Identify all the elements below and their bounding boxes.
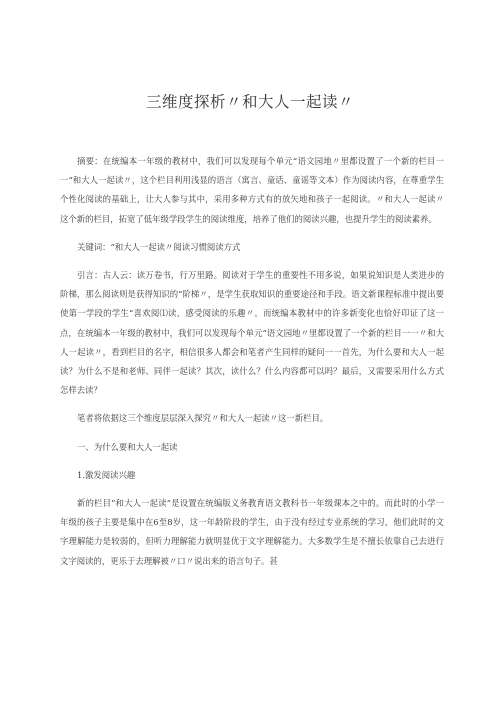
keywords-paragraph: 关键词：“和大人一起读〃阅读习惯阅读方式 xyxy=(77,241,241,252)
subsection-heading: 1.激发阅读兴趣 xyxy=(77,469,136,480)
abstract-paragraph: 摘要：在统编本一年级的教材中，我们可以发现每个单元“语文园地〃里都设置了一个新的栏目一一“和大人一起读〃，这个栏目利用浅显的语言（寓言、童话、童谣等文本）作为阅读内容，在尊重学生个性化阅读的基础上，让大人参与其中，采用多种方式有的放矢地和孩子一起阅读。〃和大人一起读〃这个新的栏目，拓宽了低年级学段学生的阅读维度，培养了他们的阅读兴趣，也提升学生的阅读素养。 xyxy=(60,156,444,224)
section-heading: 一、为什么要和大人一起读 xyxy=(77,441,178,452)
document-body xyxy=(60,152,444,571)
body-paragraph: 新的栏目”和大人一起读”是设置在统编版义务教育语文教科书一年级课本之中的。而此时的小学一年级的孩子主要是集中在6至8岁，这一年龄阶段的学生，由于没有经过专业系统的学习，他们此时的文字理解能力是较弱的，但听力理解能力就明显优于文字理解能力。大多数学生是不擅长依靠自己去进行文字阅读的，更乐于去理解被〃口〃说出来的语言句子。甚 xyxy=(60,498,444,566)
document-title: 三维度探析〃和大人一起读〃 xyxy=(145,93,354,111)
intro-paragraph: 引言：古人云：读万卷书，行万里路。阅读对于学生的重要性不用多说，如果说知识是人类进步的阶梯，那么阅读则是获得知识的“阶梯〃，是学生获取知识的重要途径和手段。语文新课程标准中提出要使第一学段的学生“喜欢阅⑴读，感受阅读的乐趣〃。而统编本教材中的许多新变化也恰好印证了这一点，在统编本一年级的教材中，我们可以发现每个单元“语文园地〃里都设置了一个新的栏目一一〃和大人一起读〃，看到栏目的名字，相信很多人都会和笔者产生同样的疑问一一首先，为什么要和大人一起读？为什么不是和老师、同伴一起读？其次，读什么？什么内容都可以吗？最后，又需要采用什么方式怎样去读？ xyxy=(60,270,444,396)
plan-paragraph: 笔者将依据这三个维度层层深入探究〃和大人一起读〃这一新栏目。 xyxy=(77,413,329,424)
